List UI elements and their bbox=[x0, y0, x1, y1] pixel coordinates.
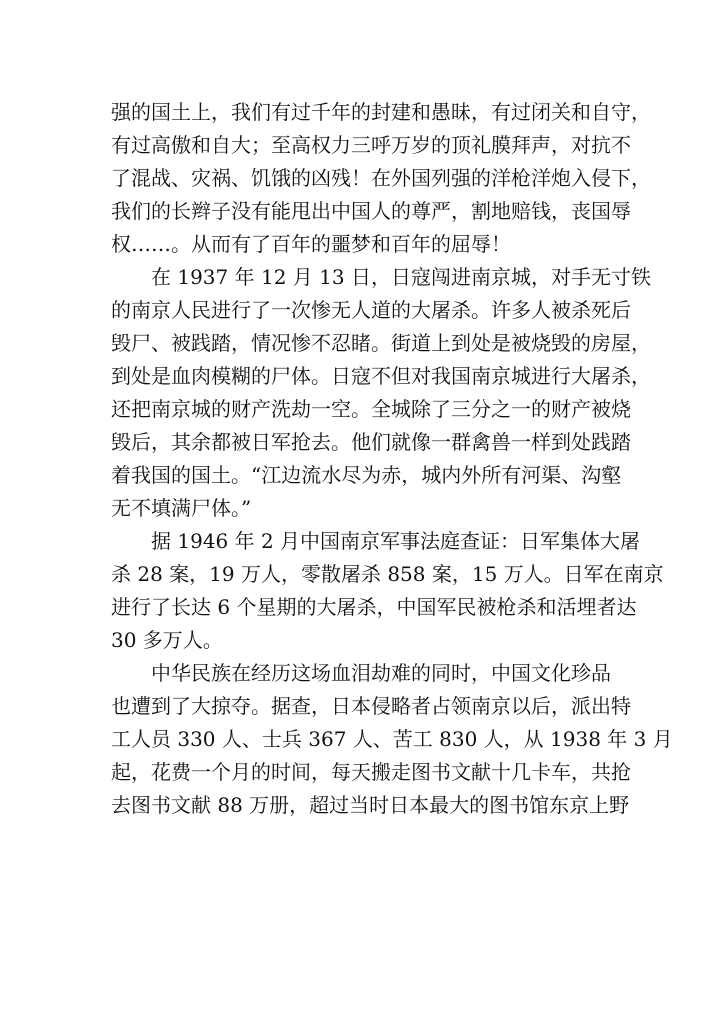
text-line: 工人员 330 人、士兵 367 人、苦工 830 人，从 1938 年 3 月 bbox=[111, 727, 673, 751]
paragraph-3 bbox=[111, 525, 664, 657]
text-line: 权……。从而有了百年的噩梦和百年的屈辱！ bbox=[111, 232, 511, 256]
text-line: 据 1946 年 2 月中国南京军事法庭查证：日军集体大屠 bbox=[151, 529, 641, 553]
text-line: 还把南京城的财产洗劫一空。全城除了三分之一的财产被烧 bbox=[111, 397, 631, 421]
text-line: 去图书文献 88 万册，超过当时日本最大的图书馆东京上野 bbox=[111, 793, 630, 817]
text-line: 强的国土上，我们有过千年的封建和愚昧，有过闭关和自守， bbox=[111, 100, 651, 124]
text-line: 着我国的国土。“江边流水尽为赤，城内外所有河渠、沟壑 bbox=[111, 463, 622, 487]
text-line: 了混战、灾祸、饥饿的凶残！在外国列强的洋枪洋炮入侵下， bbox=[111, 166, 651, 190]
text-line: 30 多万人。 bbox=[111, 628, 223, 652]
text-line: 到处是血肉模糊的尸体。日寇不但对我国南京城进行大屠杀， bbox=[111, 364, 651, 388]
text-line: 起，花费一个月的时间，每天搬走图书文献十几卡车，共抢 bbox=[111, 760, 631, 784]
text-line: 进行了长达 6 个星期的大屠杀，中国军民被枪杀和活埋者达 bbox=[111, 595, 637, 619]
paragraph-2 bbox=[111, 261, 651, 525]
text-line: 我们的长辫子没有能甩出中国人的尊严，割地赔钱，丧国辱 bbox=[111, 199, 631, 223]
text-line: 也遭到了大掠夺。据查，日本侵略者占领南京以后，派出特 bbox=[111, 694, 631, 718]
text-line: 毁后，其余都被日军抢去。他们就像一群禽兽一样到处践踏 bbox=[111, 430, 631, 454]
text-line: 无不填满尸体。” bbox=[111, 496, 252, 520]
paragraph-4 bbox=[111, 657, 673, 822]
text-line: 中华民族在经历这场血泪劫难的同时，中国文化珍品 bbox=[151, 661, 611, 685]
text-line: 在 1937 年 12 月 13 日，日寇闯进南京城，对手无寸铁 bbox=[151, 265, 651, 289]
text-line: 的南京人民进行了一次惨无人道的大屠杀。许多人被杀死后 bbox=[111, 298, 631, 322]
text-line: 毁尸、被践踏，情况惨不忍睹。街道上到处是被烧毁的房屋， bbox=[111, 331, 651, 355]
paragraph-1 bbox=[111, 96, 651, 261]
text-line: 有过高傲和自大；至高权力三呼万岁的顶礼膜拜声，对抗不 bbox=[111, 133, 631, 157]
text-line: 杀 28 案，19 万人，零散屠杀 858 案，15 万人。日军在南京 bbox=[111, 562, 664, 586]
body-text bbox=[111, 96, 673, 822]
